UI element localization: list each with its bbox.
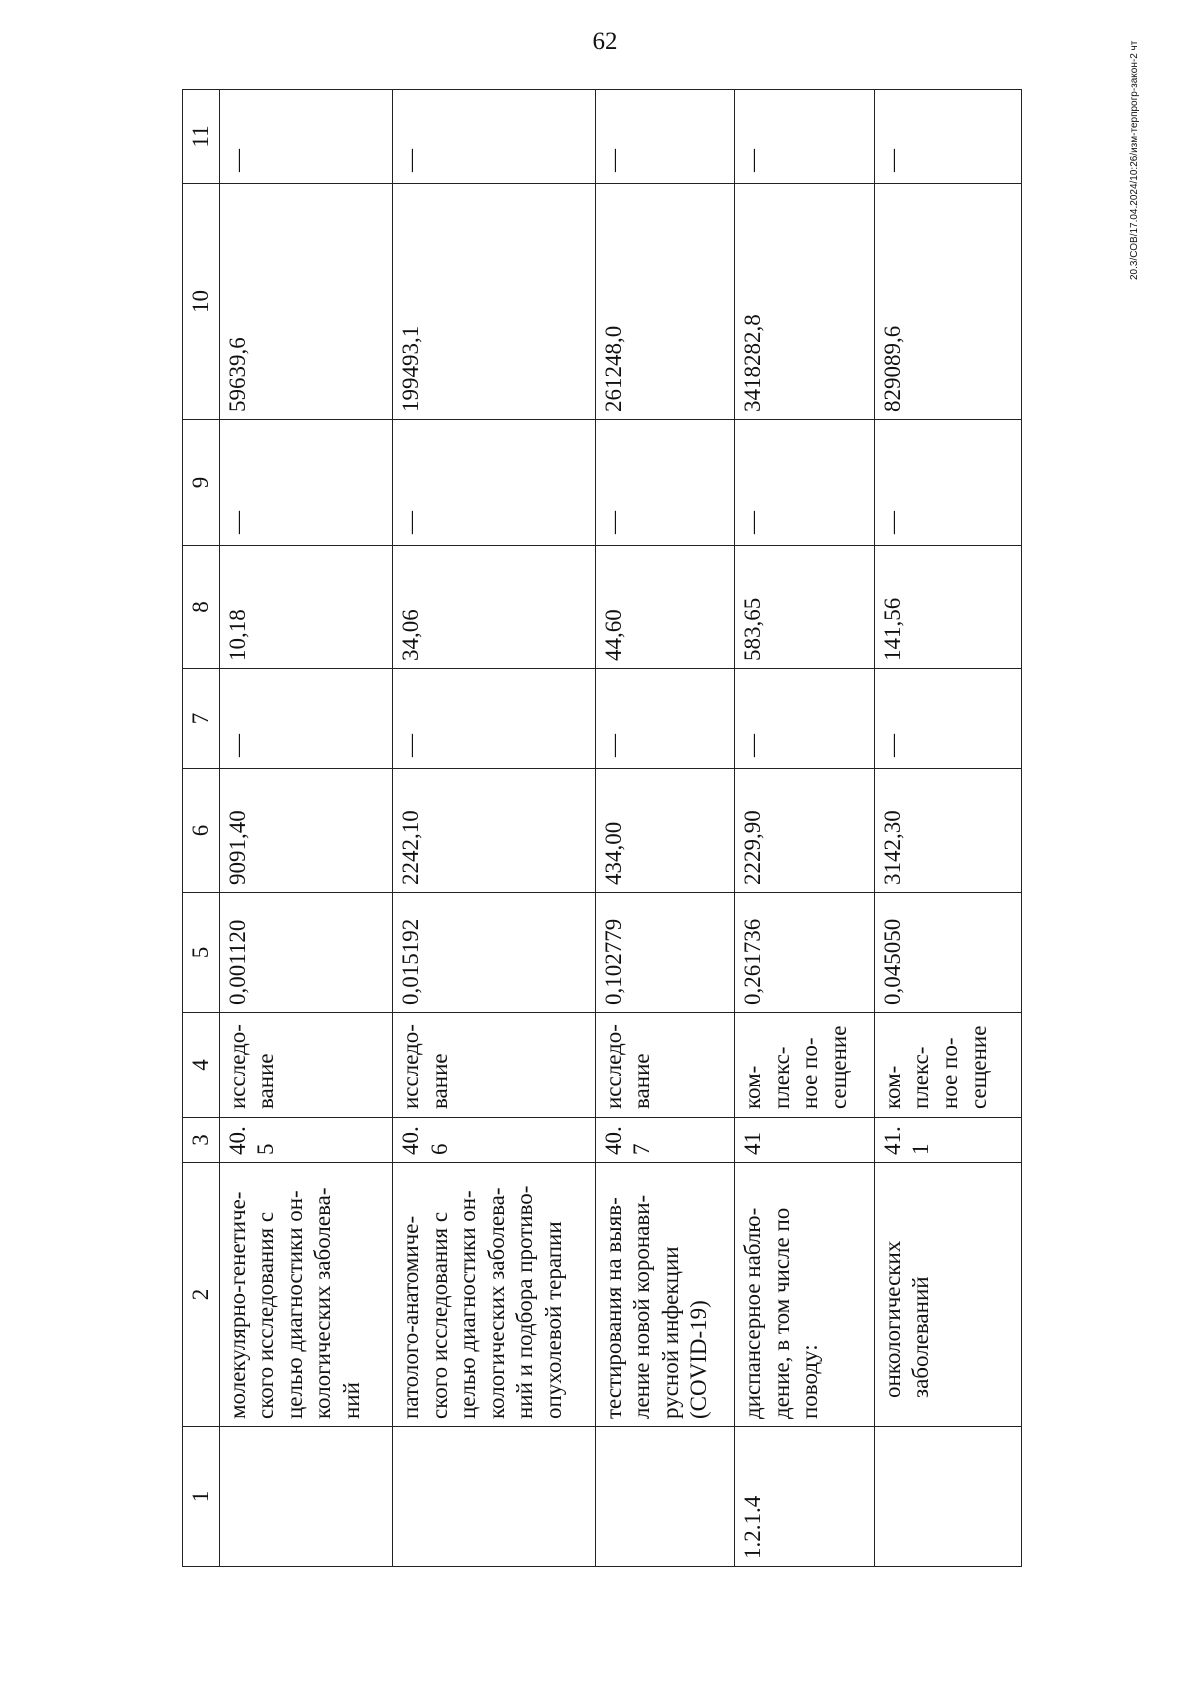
per-capita-cell: 583,65 (735, 546, 875, 669)
cost-norm-cell: 9091,40 (219, 769, 392, 893)
row-number-cell: 40.7 (595, 1118, 735, 1163)
col11-cell: — (393, 90, 596, 184)
unit-cell: ком- плекс- ное по- сещение (735, 1013, 875, 1118)
cost-norm-cell: 434,00 (595, 769, 735, 893)
row-number-cell: 41.1 (874, 1118, 1021, 1163)
service-name-cell: тестирования на выяв- ление новой коронави- русной инфекции (COVID-19) (595, 1163, 735, 1427)
col9-cell: — (219, 420, 392, 546)
code-cell (219, 1427, 392, 1567)
header-cell: 11 (183, 90, 220, 184)
header-cell: 7 (183, 669, 220, 769)
volume-norm-cell: 0,045050 (874, 893, 1021, 1013)
table-row (735, 90, 875, 1567)
code-cell: 1.2.1.4 (735, 1427, 875, 1567)
cost-norm-cell: 2242,10 (393, 769, 596, 893)
service-name-cell: молекулярно-генетиче- ского исследования с целью диагностики он- кологических заболева- ний (219, 1163, 392, 1427)
row-number-cell: 40.5 (219, 1118, 392, 1163)
header-cell: 6 (183, 769, 220, 893)
col7-cell: — (874, 669, 1021, 769)
table-row (393, 90, 596, 1567)
document-reference: 20.3/СОВ/17.04.2024/10:26/изм-терпрогр-закон-2 чт (1129, 40, 1140, 280)
code-cell (393, 1427, 596, 1567)
per-capita-cell: 141,56 (874, 546, 1021, 669)
header-cell: 2 (183, 1163, 220, 1427)
header-cell: 4 (183, 1013, 220, 1118)
col7-cell: — (735, 669, 875, 769)
col7-cell: — (595, 669, 735, 769)
table-row (874, 90, 1021, 1567)
volume-norm-cell: 0,015192 (393, 893, 596, 1013)
header-cell: 10 (183, 184, 220, 420)
unit-cell: ком- плекс- ное по- сещение (874, 1013, 1021, 1118)
total-cost-cell: 59639,6 (219, 184, 392, 420)
volume-norm-cell: 0,001120 (219, 893, 392, 1013)
header-cell: 9 (183, 420, 220, 546)
total-cost-cell: 199493,1 (393, 184, 596, 420)
table-header-row (183, 90, 220, 1567)
page-number: 62 (592, 28, 618, 55)
service-name-cell: диспансерное наблю- дение, в том числе по поводу: (735, 1163, 875, 1427)
header-cell: 3 (183, 1118, 220, 1163)
col9-cell: — (874, 420, 1021, 546)
table-row (595, 90, 735, 1567)
code-cell (595, 1427, 735, 1567)
col7-cell: — (393, 669, 596, 769)
volume-norm-cell: 0,102779 (595, 893, 735, 1013)
unit-cell: исследо- вание (219, 1013, 392, 1118)
unit-cell: исследо- вание (393, 1013, 596, 1118)
table-row (219, 90, 392, 1567)
per-capita-cell: 34,06 (393, 546, 596, 669)
services-table (182, 89, 1022, 1567)
per-capita-cell: 10,18 (219, 546, 392, 669)
cost-norm-cell: 3142,30 (874, 769, 1021, 893)
header-cell: 8 (183, 546, 220, 669)
header-cell: 5 (183, 893, 220, 1013)
service-name-cell: онкологических заболеваний (874, 1163, 1021, 1427)
header-cell: 1 (183, 1427, 220, 1567)
col11-cell: — (874, 90, 1021, 184)
col11-cell: — (219, 90, 392, 184)
total-cost-cell: 261248,0 (595, 184, 735, 420)
total-cost-cell: 829089,6 (874, 184, 1021, 420)
row-number-cell: 40.6 (393, 1118, 596, 1163)
per-capita-cell: 44,60 (595, 546, 735, 669)
total-cost-cell: 3418282,8 (735, 184, 875, 420)
row-number-cell: 41 (735, 1118, 875, 1163)
unit-cell: исследо- вание (595, 1013, 735, 1118)
col9-cell: — (595, 420, 735, 546)
col9-cell: — (735, 420, 875, 546)
col7-cell: — (219, 669, 392, 769)
col11-cell: — (595, 90, 735, 184)
rotated-table-frame (182, 90, 1022, 1567)
code-cell (874, 1427, 1021, 1567)
cost-norm-cell: 2229,90 (735, 769, 875, 893)
volume-norm-cell: 0,261736 (735, 893, 875, 1013)
service-name-cell: патолого-анатомиче- ского исследования с целью диагностики он- кологических заболева- ний и подбора противо- опухолевой терапии (393, 1163, 596, 1427)
col9-cell: — (393, 420, 596, 546)
col11-cell: — (735, 90, 875, 184)
